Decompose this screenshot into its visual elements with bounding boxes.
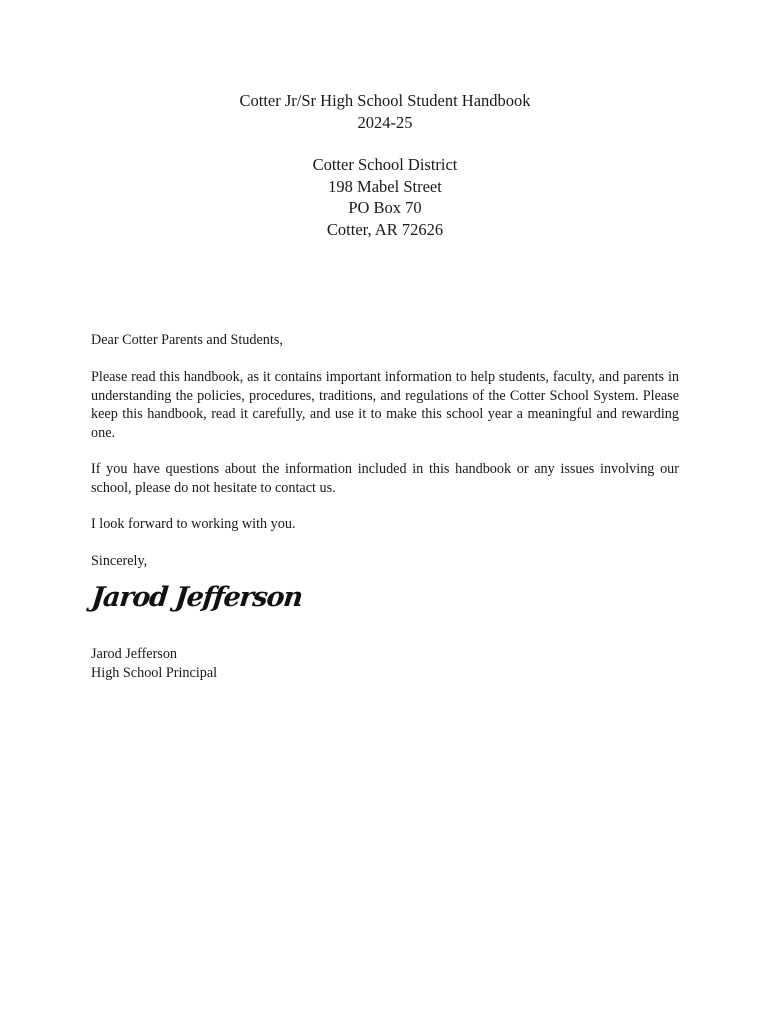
po-box: PO Box 70 — [348, 198, 422, 217]
school-year: 2024-25 — [357, 112, 413, 132]
letter-paragraph-1 — [91, 368, 679, 442]
street-address: 198 Mabel Street — [328, 176, 442, 196]
letter-salutation — [91, 331, 679, 350]
handbook-title: Cotter Jr/Sr High School Student Handbook — [239, 91, 531, 110]
paragraph-1-text: Please read this handbook, as it contains important information to help students, faculty, and parents in understanding the policies, procedures, traditions, and regulations of the Cotter School System. Please keep this handbook, read it carefully, and use it to make this school year a meaningful and rewarding one. — [91, 369, 679, 441]
signer-title-text: High School Principal — [91, 665, 218, 681]
letter-paragraph-3 — [91, 515, 679, 534]
title-block — [0, 90, 770, 133]
city-state-zip: Cotter, AR 72626 — [326, 219, 444, 239]
district-name: Cotter School District — [312, 155, 458, 174]
letter-closing — [91, 552, 679, 571]
handwritten-signature: Jarod Jefferson — [90, 582, 304, 613]
salutation-text: Dear Cotter Parents and Students, — [91, 332, 283, 348]
closing-text: Sincerely, — [91, 553, 148, 569]
paragraph-3-text: I look forward to working with you. — [91, 516, 296, 532]
signer-name — [91, 645, 679, 664]
district-address — [0, 154, 770, 240]
letter-paragraph-2 — [91, 460, 679, 497]
paragraph-2-text: If you have questions about the information included in this handbook or any issues involving our school, please do not hesitate to contact us. — [91, 461, 679, 496]
signer-title — [91, 664, 679, 683]
signer-name-text: Jarod Jefferson — [91, 646, 178, 662]
